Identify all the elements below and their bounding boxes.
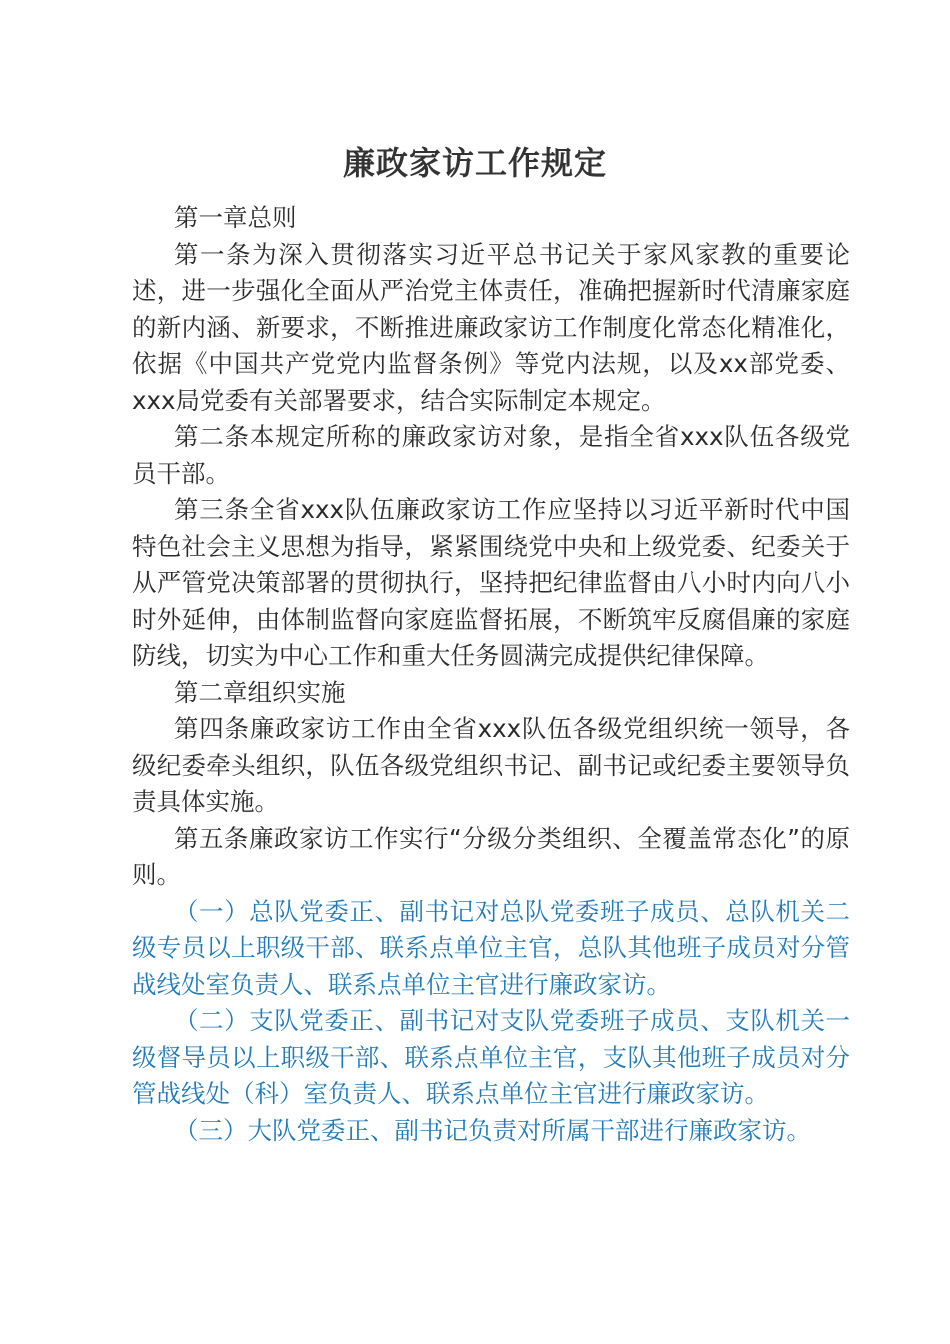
chapter-heading: 第一章总则 [174, 203, 297, 232]
article-paragraph: 第二条本规定所称的廉政家访对象，是指全省xxx队伍各级党员干部。 [132, 422, 850, 488]
list-item-paragraph: （一）总队党委正、副书记对总队党委班子成员、总队机关二级专员以上职级干部、联系点单位主官，总队其他班子成员对分管战线处室负责人、联系点单位主官进行廉政家访。 [132, 896, 850, 999]
article-paragraph: 第四条廉政家访工作由全省xxx队伍各级党组织统一领导，各级纪委牵头组织，队伍各级党组织书记、副书记或纪委主要领导负责具体实施。 [132, 714, 850, 816]
list-item-paragraph: （二）支队党委正、副书记对支队党委班子成员、支队机关一级督导员以上职级干部、联系点单位主官，支队其他班子成员对分管战线处（科）室负责人、联系点单位主官进行廉政家访。 [132, 1006, 850, 1108]
document-body [132, 200, 850, 1149]
list-item-paragraph: （三）大队党委正、副书记负责对所属干部进行廉政家访。 [174, 1115, 811, 1145]
chapter-heading: 第二章组织实施 [174, 677, 346, 707]
article-paragraph: 第一条为深入贯彻落实习近平总书记关于家风家教的重要论述，进一步强化全面从严治党主体责任，准确把握新时代清廉家庭的新内涵、新要求，不断推进廉政家访工作制度化常态化精准化，依据《中国共产党党内监督条例》等党内法规，以及xx部党委、xxx局党委有关部署要求，结合实际制定本规定。 [132, 239, 850, 415]
article-paragraph: 第五条廉政家访工作实行“分级分类组织、全覆盖常态化”的原则。 [132, 823, 850, 889]
page-title: 廉政家访工作规定 [342, 144, 607, 182]
article-paragraph: 第三条全省xxx队伍廉政家访工作应坚持以习近平新时代中国特色社会主义思想为指导，紧紧围绕党中央和上级党委、纪委关于从严管党决策部署的贯彻执行，坚持把纪律监督由八小时内向八小时外延伸，由体制监督向家庭监督拓展，不断筑牢反腐倡廉的家庭防线，切实为中心工作和重大任务圆满完成提供纪律保障。 [132, 495, 850, 670]
